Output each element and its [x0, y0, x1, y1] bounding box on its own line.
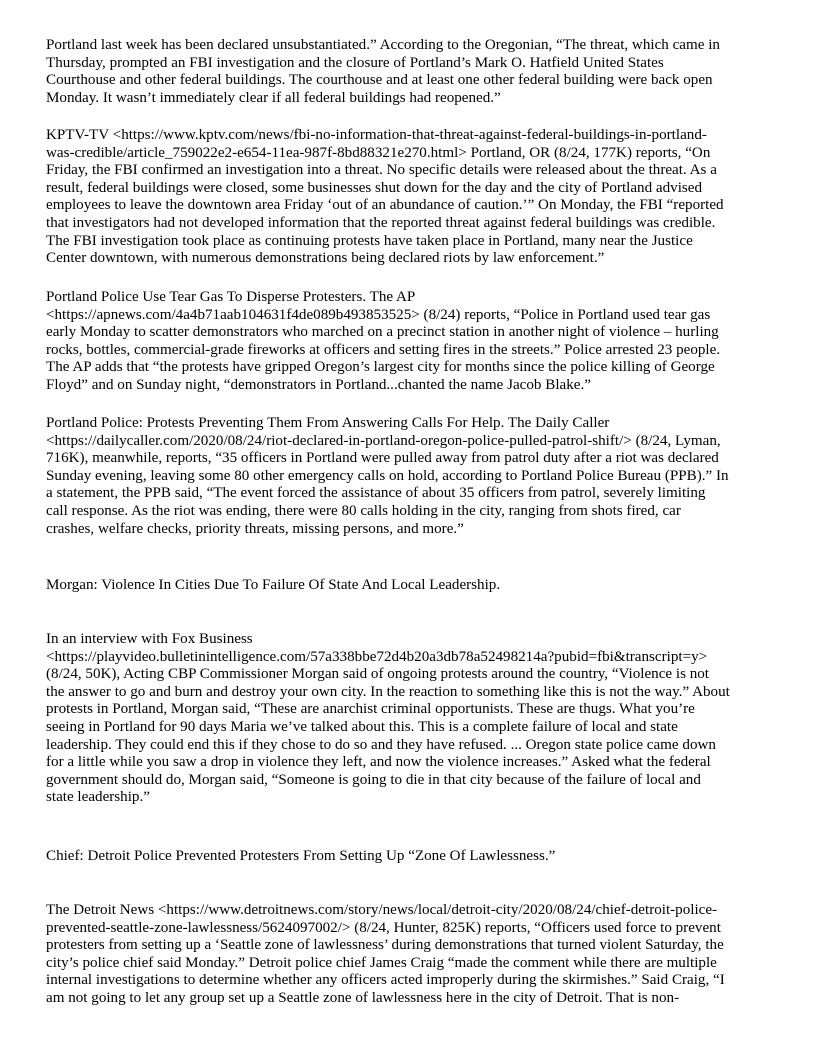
text-line: prevented-seattle-zone-lawlessness/5624097002/> (8/24, Hunter, 825K) reports, “Officers used force to prevent [46, 919, 721, 936]
text-line: for a little while you saw a drop in violence they left, and now the violence increases.” Asked what the federal [46, 754, 711, 771]
text-line: early Monday to scatter demonstrators who marched on a precinct station in another night of violence – hurling [46, 324, 719, 341]
text-line: employees to leave the downtown area Friday ‘out of an abundance of caution.’” On Monday, the FBI “reported [46, 197, 724, 214]
text-line: internal investigations to determine whether any officers acted improperly during the skirmishes.” Said Craig, “I [46, 972, 725, 989]
paragraph-federal-threat-unsubstantiated [46, 37, 772, 107]
text-line: government should do, Morgan said, “Someone is going to die in that city because of the failure of local and [46, 771, 701, 788]
text-line: a statement, the PPB said, “The event forced the assistance of about 35 officers from patrol, severely limiting [46, 485, 706, 502]
text-line: the answer to go and burn and destroy your own city. In the reaction to something like this is not the way.” About [46, 683, 730, 700]
text-line: (8/24, 50K), Acting CBP Commissioner Morgan said of ongoing protests around the country, “Violence is not [46, 666, 710, 683]
paragraph-portland-tear-gas [46, 289, 772, 395]
section-heading: Chief: Detroit Police Prevented Protesters From Setting Up “Zone Of Lawlessness.” [46, 848, 556, 864]
text-line: In an interview with Fox Business [46, 631, 253, 647]
text-line: 716K), meanwhile, reports, “35 officers in Portland were pulled away from patrol duty after a riot was declared [46, 450, 719, 467]
text-line: Thursday, prompted an FBI investigation and the closure of Portland’s Mark O. Hatfield United States [46, 54, 664, 71]
heading-detroit-zone-lawlessness [46, 848, 772, 866]
text-line: Monday. It wasn’t immediately clear if all federal buildings had reopened.” [46, 89, 501, 106]
text-line: that investigators had not developed information that the reported threat against federal buildings was credible. [46, 214, 716, 231]
text-line: crashes, welfare checks, priority threats, missing persons, and more.” [46, 520, 464, 537]
text-line: state leadership.” [46, 789, 150, 806]
text-line: Sunday evening, leaving some 80 other emergency calls on hold, according to Portland Police Bureau (PPB).” In [46, 467, 729, 484]
paragraph-kptv-report [46, 127, 772, 268]
text-line: Portland Police Use Tear Gas To Disperse Protesters. The AP [46, 289, 416, 305]
heading-morgan-violence [46, 577, 772, 595]
text-line: Portland Police: Protests Preventing Them From Answering Calls For Help. The Daily Caller [46, 415, 610, 431]
text-line: Courthouse and other federal buildings. The courthouse and at least one other federal building were back open [46, 72, 713, 89]
text-line: Floyd” and on Sunday night, “demonstrators in Portland...chanted the name Jacob Blake.” [46, 376, 591, 393]
text-line: The AP adds that “the protests have gripped Oregon’s largest city for months since the police killing of George [46, 359, 715, 376]
text-line: am not going to let any group set up a Seattle zone of lawlessness here in the city of Detroit. That is non- [46, 989, 680, 1006]
text-line: protests in Portland, Morgan said, “These are anarchist criminal opportunists. These are thugs. What you’re [46, 701, 695, 718]
text-line: result, federal buildings were closed, some businesses shut down for the day and the city of Portland advised [46, 179, 703, 196]
text-line: <https://apnews.com/4a4b71aab104631f4de089b493853525> (8/24) reports, “Police in Portland used tear gas [46, 306, 711, 323]
text-line: call response. As the riot was ending, there were 80 calls holding in the city, ranging from shots fired, car [46, 502, 681, 519]
text-line: seeing in Portland for 90 days Maria we’ve talked about this. This is a complete failure of local and state [46, 718, 678, 735]
text-line: was-credible/article_759022e2-e654-11ea-987f-8bd88321e270.html> Portland, OR (8/24, 177K) reports, “On [46, 144, 711, 161]
paragraph-daily-caller-report [46, 415, 772, 538]
text-line: Friday, the FBI confirmed an investigation into a threat. No specific details were released about the threat. As a [46, 162, 717, 179]
text-line: The Detroit News <https://www.detroitnews.com/story/news/local/detroit-city/2020/08/24/chief-detroit-police- [46, 902, 718, 918]
text-line: protesters from setting up a ‘Seattle zone of lawlessness’ during demonstrations that turned violent Saturday, the [46, 937, 724, 954]
section-heading: Morgan: Violence In Cities Due To Failure Of State And Local Leadership. [46, 577, 501, 593]
text-line: city’s police chief said Monday.” Detroit police chief James Craig “made the comment while there are multiple [46, 954, 717, 971]
paragraph-fox-business-interview [46, 631, 772, 807]
paragraph-detroit-news-report [46, 902, 772, 1008]
text-line: <https://dailycaller.com/2020/08/24/riot-declared-in-portland-oregon-police-pulled-patrol-shift/> (8/24, Lyman, [46, 432, 721, 449]
text-line: Portland last week has been declared unsubstantiated.” According to the Oregonian, “The threat, which came in [46, 37, 720, 53]
text-line: <https://playvideo.bulletinintelligence.com/57a338bbe72d4b20a3db78a52498214a?pubid=fbi&transcript=y> [46, 648, 708, 665]
text-line: leadership. They could end this if they chose to do so and they have refused. ... Oregon state police came down [46, 736, 716, 753]
text-line: Center downtown, with numerous demonstrations being declared riots by law enforcement.” [46, 250, 605, 267]
text-line: The FBI investigation took place as continuing protests have taken place in Portland, many near the Justice [46, 232, 693, 249]
text-line: KPTV-TV <https://www.kptv.com/news/fbi-no-information-that-threat-against-federal-buildings-in-portland- [46, 127, 707, 143]
text-line: rocks, bottles, commercial-grade fireworks at officers and setting fires in the streets.” Police arrested 23 people. [46, 341, 721, 358]
